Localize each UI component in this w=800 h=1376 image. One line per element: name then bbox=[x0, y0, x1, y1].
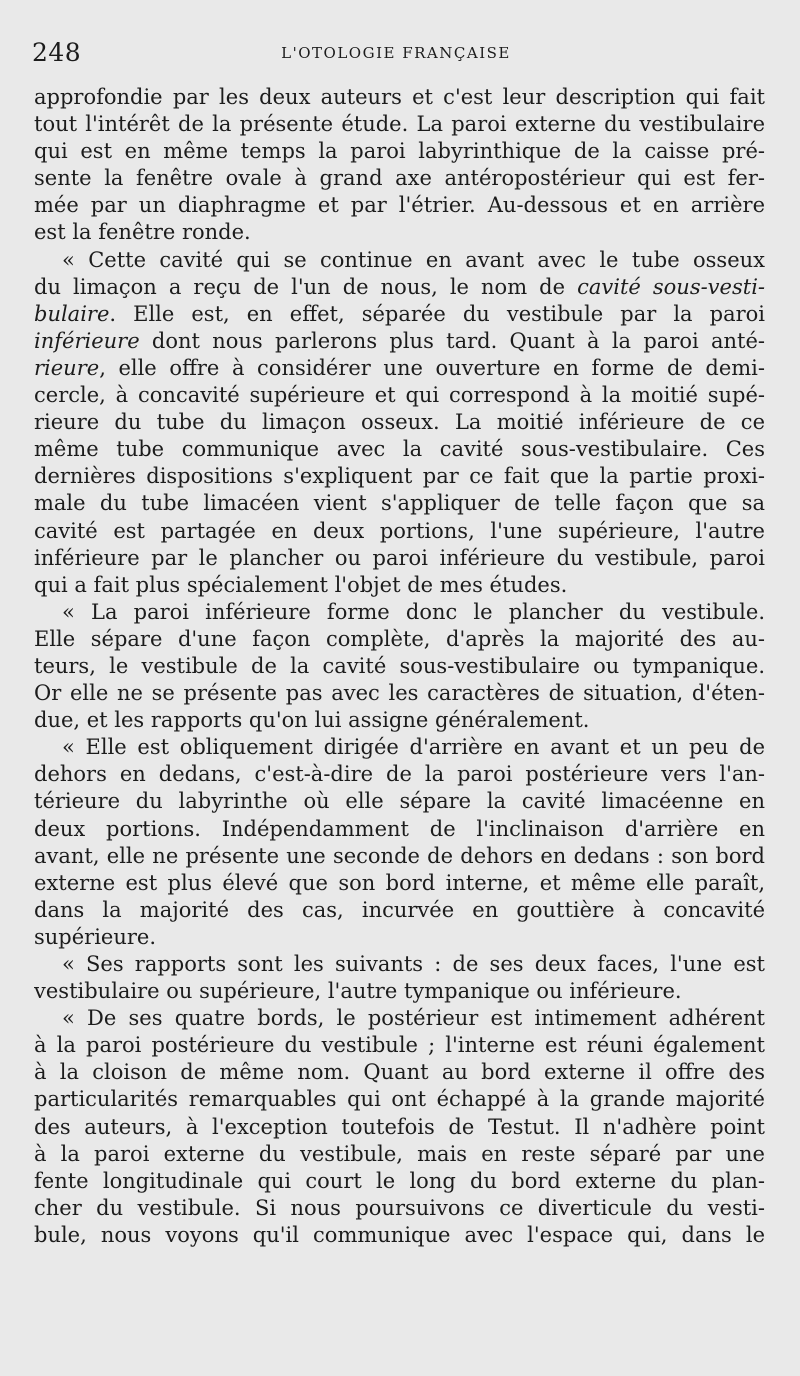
text-line bbox=[34, 1168, 765, 1195]
line-text: même tube communique avec la cavité sous-vestibulaire. Ces bbox=[34, 437, 765, 462]
text-line bbox=[34, 545, 765, 572]
text-line bbox=[34, 951, 765, 978]
text-line bbox=[34, 409, 765, 436]
line-text: sente la fenêtre ovale à grand axe antéropostérieur qui est fer- bbox=[34, 166, 765, 191]
line-text: avant, elle ne présente une seconde de dehors en dedans : son bord bbox=[34, 843, 765, 868]
line-text: tout l'intérêt de la présente étude. La paroi externe du vestibulaire bbox=[34, 112, 765, 137]
text-line bbox=[34, 192, 765, 219]
italic-text: inférieure bbox=[34, 328, 140, 353]
text-line bbox=[34, 924, 765, 951]
line-text: dehors en dedans, c'est-à-dire de la paroi postérieure vers l'an- bbox=[34, 762, 765, 787]
text-line bbox=[34, 816, 765, 843]
text-line bbox=[34, 138, 765, 165]
text-line bbox=[34, 788, 765, 815]
page-header bbox=[32, 38, 760, 70]
text-line bbox=[34, 707, 765, 734]
line-text: des auteurs, à l'exception toutefois de Testut. Il n'adhère point bbox=[34, 1114, 765, 1139]
line-text: inférieure par le plancher ou paroi inférieure du vestibule, paroi bbox=[34, 545, 765, 570]
text-line bbox=[34, 843, 765, 870]
line-text: à la paroi externe du vestibule, mais en reste séparé par une bbox=[34, 1141, 765, 1166]
line-text: qui a fait plus spécialement l'objet de mes études. bbox=[34, 572, 568, 597]
text-line bbox=[34, 1032, 765, 1059]
line-text: dans la majorité des cas, incurvée en gouttière à concavité bbox=[34, 897, 765, 922]
text-line bbox=[34, 355, 765, 382]
text-line bbox=[34, 1141, 765, 1168]
line-text: qui est en même temps la paroi labyrinthique de la caisse pré- bbox=[34, 139, 765, 164]
text-line bbox=[34, 382, 765, 409]
line-text: à la paroi postérieure du vestibule ; l'interne est réuni également bbox=[34, 1033, 765, 1058]
text-line bbox=[34, 1114, 765, 1141]
running-title: L'OTOLOGIE FRANÇAISE bbox=[281, 44, 511, 62]
line-text: est la fenêtre ronde. bbox=[34, 220, 251, 245]
text-line bbox=[34, 1086, 765, 1113]
text-line bbox=[34, 328, 765, 355]
italic-text: cavité sous-vesti- bbox=[577, 274, 765, 299]
text-line bbox=[34, 518, 765, 545]
text-line bbox=[34, 436, 765, 463]
line-text: particularités remarquables qui ont échappé à la grande majorité bbox=[34, 1087, 765, 1112]
line-text: cavité est partagée en deux portions, l'une supérieure, l'autre bbox=[34, 518, 765, 543]
text-line bbox=[34, 599, 765, 626]
line-text: du limaçon a reçu de l'un de nous, le nom de bbox=[34, 274, 578, 299]
line-text: vestibulaire ou supérieure, l'autre tympanique ou inférieure. bbox=[34, 979, 682, 1004]
line-text: teurs, le vestibule de la cavité sous-vestibulaire ou tympanique. bbox=[34, 653, 765, 678]
text-line bbox=[34, 978, 765, 1005]
body-text bbox=[34, 84, 765, 1249]
line-text: supérieure. bbox=[34, 924, 157, 949]
text-line bbox=[34, 490, 765, 517]
text-line bbox=[34, 572, 765, 599]
line-text: « La paroi inférieure forme donc le plancher du vestibule. bbox=[62, 599, 765, 624]
line-text: deux portions. Indépendamment de l'inclinaison d'arrière en bbox=[34, 816, 765, 841]
line-text: rieure du tube du limaçon osseux. La moitié inférieure de ce bbox=[34, 410, 765, 435]
text-line bbox=[34, 653, 765, 680]
text-line bbox=[34, 734, 765, 761]
text-line bbox=[34, 301, 765, 328]
text-line bbox=[34, 84, 765, 111]
line-text: cher du vestibule. Si nous poursuivons ce diverticule du vesti- bbox=[34, 1195, 765, 1220]
line-text: « De ses quatre bords, le postérieur est intimement adhérent bbox=[62, 1006, 765, 1031]
text-line bbox=[34, 870, 765, 897]
text-line bbox=[34, 1195, 765, 1222]
line-text: Or elle ne se présente pas avec les caractères de situation, d'éten- bbox=[34, 681, 765, 706]
line-text: fente longitudinale qui court le long du bord externe du plan- bbox=[34, 1168, 765, 1193]
text-line bbox=[34, 897, 765, 924]
line-text: « Elle est obliquement dirigée d'arrière en avant et un peu de bbox=[62, 735, 765, 760]
text-line bbox=[34, 111, 765, 138]
text-line bbox=[34, 247, 765, 274]
line-text: dernières dispositions s'expliquent par ce fait que la partie proxi- bbox=[34, 464, 765, 489]
line-text: externe est plus élevé que son bord interne, et même elle paraît, bbox=[34, 870, 765, 895]
text-line bbox=[34, 626, 765, 653]
line-text: à la cloison de même nom. Quant au bord externe il offre des bbox=[34, 1060, 765, 1085]
line-text: Elle sépare d'une façon complète, d'après la majorité des au- bbox=[34, 626, 765, 651]
line-text: cercle, à concavité supérieure et qui correspond à la moitié supé- bbox=[34, 383, 765, 408]
line-text: male du tube limacéen vient s'appliquer de telle façon que sa bbox=[34, 491, 765, 516]
line-text: « Cette cavité qui se continue en avant avec le tube osseux bbox=[62, 247, 765, 272]
text-line bbox=[34, 219, 765, 246]
line-text: dont nous parlerons plus tard. Quant à la paroi anté- bbox=[139, 328, 765, 353]
text-line bbox=[34, 165, 765, 192]
text-line bbox=[34, 1005, 765, 1032]
line-text: « Ses rapports sont les suivants : de ses deux faces, l'une est bbox=[62, 952, 765, 976]
text-line bbox=[34, 463, 765, 490]
line-text: approfondie par les deux auteurs et c'est leur description qui fait bbox=[34, 85, 765, 109]
line-text: térieure du labyrinthe où elle sépare la cavité limacéenne en bbox=[34, 789, 765, 814]
italic-text: bulaire bbox=[34, 301, 110, 326]
text-line bbox=[34, 274, 765, 301]
text-line bbox=[34, 761, 765, 788]
line-text: due, et les rapports qu'on lui assigne généralement. bbox=[34, 708, 590, 733]
line-text: mée par un diaphragme et par l'étrier. Au-dessous et en arrière bbox=[34, 193, 765, 218]
line-text: bule, nous voyons qu'il communique avec l'espace qui, dans le bbox=[34, 1222, 765, 1247]
page-number: 248 bbox=[32, 38, 82, 67]
text-line bbox=[34, 680, 765, 707]
line-text: . Elle est, en effet, séparée du vestibule par la paroi bbox=[109, 301, 765, 326]
text-line bbox=[34, 1059, 765, 1086]
italic-text: rieure bbox=[34, 355, 100, 380]
line-text: , elle offre à considérer une ouverture en forme de demi- bbox=[99, 355, 765, 380]
text-line bbox=[34, 1222, 765, 1249]
